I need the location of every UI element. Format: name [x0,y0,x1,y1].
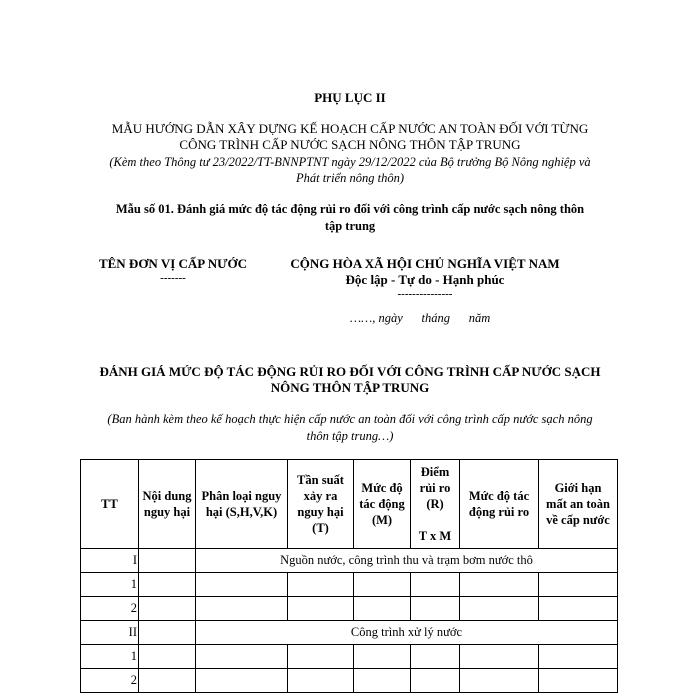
table-row [81,597,618,621]
main-title-line1: MẪU HƯỚNG DẪN XÂY DỰNG KẾ HOẠCH CẤP NƯỚC AN TOÀN ĐỐI VỚI TỪNG [111,121,589,136]
table-cell [411,597,460,621]
header-classification: Phân loại nguy hại (S,H,V,K) [196,460,288,549]
table-cell [354,573,411,597]
table-row [81,669,618,693]
form-title [0,201,700,235]
main-title [0,121,700,153]
header-impact: Mức độ tác động (M) [354,460,411,549]
attached-note-line1: (Kèm theo Thông tư 23/2022/TT-BNNPTNT ngày 29/12/2022 của Bộ trưởng Bộ Nông nghiệp và [109,155,591,169]
table-cell [354,669,411,693]
header-tt: TT [81,460,139,549]
table-cell [411,669,460,693]
table-cell [354,645,411,669]
form-title-line2: tập trung [324,219,376,233]
table-cell [539,645,618,669]
table-cell [288,597,354,621]
table-cell [460,645,539,669]
table-cell [139,573,196,597]
table-cell [354,597,411,621]
report-title-line1: ĐÁNH GIÁ MỨC ĐỘ TÁC ĐỘNG RỦI RO ĐỐI VỚI CÔNG TRÌNH CẤP NƯỚC SẠCH [99,364,601,379]
republic-title: CỘNG HÒA XÃ HỘI CHỦ NGHĨA VIỆT NAM [290,256,560,271]
table-cell [539,573,618,597]
table-cell [196,597,288,621]
section-number: II [81,621,139,645]
row-number: 1 [81,645,139,669]
attached-note-line2: Phát triển nông thôn) [296,171,404,185]
unit-divider: ------- [160,272,186,284]
report-title [0,364,700,396]
table-cell [288,669,354,693]
form-title-line1: Mẫu số 01. Đánh giá mức độ tác động rủi ro đối với công trình cấp nước sạch nông thôn [115,202,585,216]
appendix-title: PHỤ LỤC II [314,90,386,105]
header-content: Nội dung nguy hại [139,460,196,549]
table-cell [460,573,539,597]
section-row [81,549,618,573]
attached-note [0,154,700,186]
table-cell [288,645,354,669]
table-cell [411,645,460,669]
issued-note-line1: (Ban hành kèm theo kế hoạch thực hiện cấp nước an toàn đối với công trình cấp nước sạch nông [107,412,593,426]
row-number: 2 [81,669,139,693]
table-cell [539,669,618,693]
header-risk-score: Điểm rủi ro (R) T x M [411,460,460,549]
header-safety-limit: Giới hạn mất an toàn về cấp nước [539,460,618,549]
section-title: Nguồn nước, công trình thu và trạm bơm nước thô [196,549,618,573]
header-frequency: Tần suất xảy ra nguy hại (T) [288,460,354,549]
table-cell [139,549,196,573]
risk-assessment-table [80,459,618,693]
row-number: 1 [81,573,139,597]
table-cell [139,669,196,693]
issued-note-line2: thôn tập trung…) [306,429,394,443]
table-cell [460,669,539,693]
section-row [81,621,618,645]
header-risk-level: Mức độ tác động rủi ro [460,460,539,549]
section-title: Công trình xử lý nước [196,621,618,645]
table-cell [539,597,618,621]
table-cell [196,573,288,597]
main-title-line2: CÔNG TRÌNH CẤP NƯỚC SẠCH NÔNG THÔN TẬP TRUNG [179,137,521,152]
table-header-row [81,460,618,549]
national-motto: Độc lập - Tự do - Hạnh phúc [345,272,505,287]
table-cell [139,645,196,669]
row-number: 2 [81,597,139,621]
report-title-line2: NÔNG THÔN TẬP TRUNG [270,380,430,395]
table-cell [411,573,460,597]
table-cell [196,645,288,669]
table-cell [460,597,539,621]
table-cell [139,597,196,621]
table-cell [288,573,354,597]
motto-divider: --------------- [397,288,453,300]
table-row [81,645,618,669]
unit-name: TÊN ĐƠN VỊ CẤP NƯỚC [98,256,248,271]
table-cell [139,621,196,645]
table-row [81,573,618,597]
section-number: I [81,549,139,573]
issued-note [0,411,700,445]
table-cell [196,669,288,693]
date-line: ……, ngày tháng năm [350,311,491,325]
